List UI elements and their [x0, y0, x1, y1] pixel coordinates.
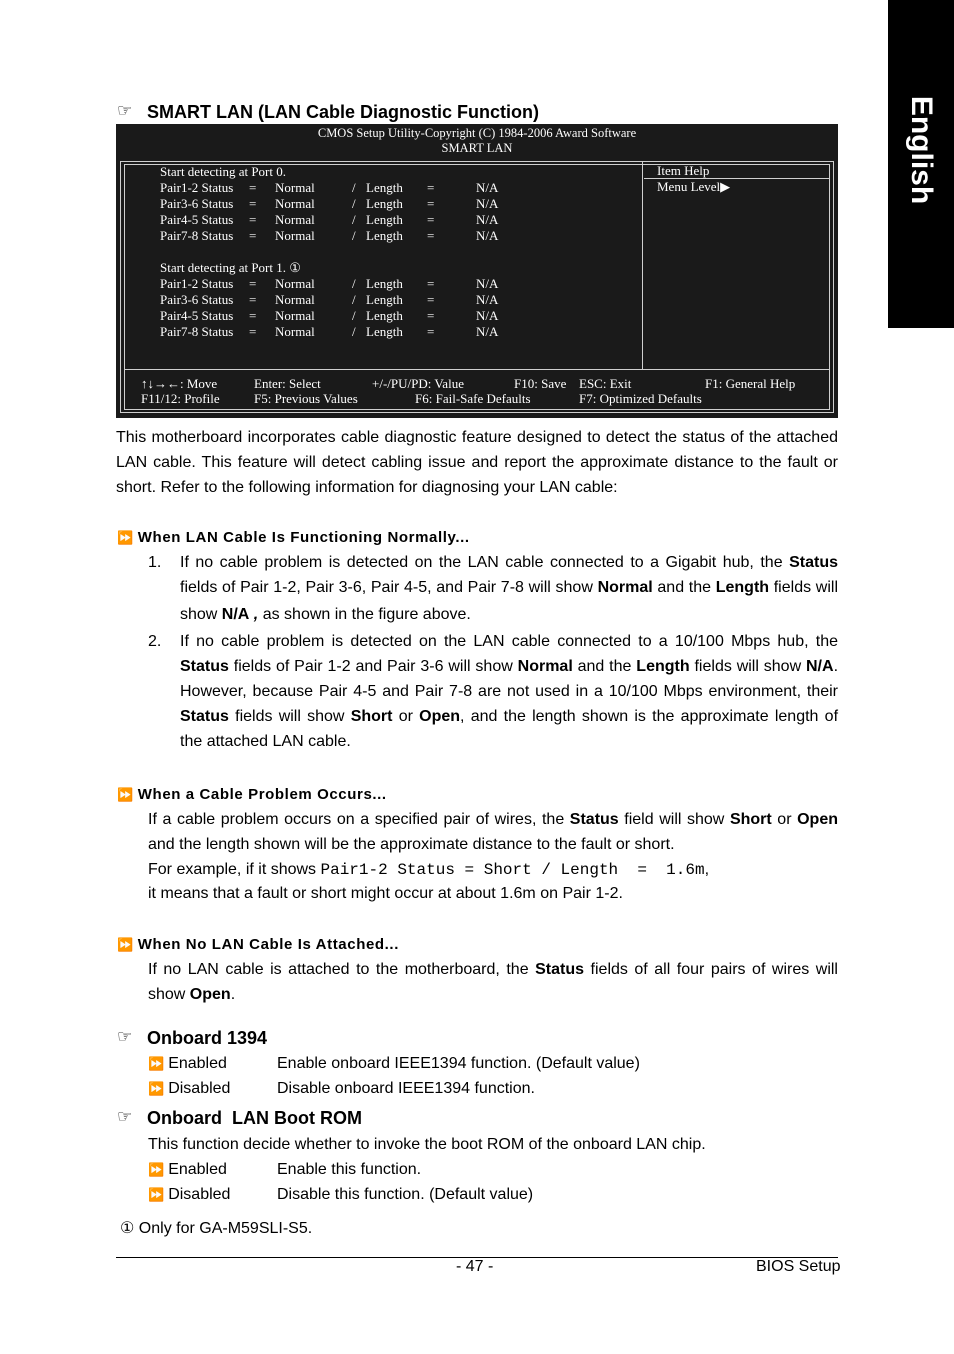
- example-code: Pair1-2 Status = Short / Length = 1.6m: [320, 861, 705, 879]
- bios-length-value: N/A: [476, 212, 499, 227]
- section-title-lan-boot-rom: Onboard LAN Boot ROM: [147, 1108, 362, 1128]
- bios-slash: /: [352, 228, 356, 243]
- bios-copyright: CMOS Setup Utility-Copyright (C) 1984-2006 Award Software: [317, 126, 637, 140]
- bios-pair-name: Pair1-2 Status: [160, 180, 234, 195]
- bios-key-f11: F11/12: Profile: [141, 391, 220, 406]
- bios-key-f10: F10: Save: [514, 376, 567, 391]
- page-number: - 47 -: [456, 1258, 494, 1275]
- option-1394-enabled-desc: Enable onboard IEEE1394 function. (Default value): [277, 1055, 640, 1072]
- bios-pair-name: Pair7-8 Status: [160, 324, 234, 339]
- double-arrow-icon: ⏩: [148, 1057, 165, 1072]
- bios-key-enter: Enter: Select: [254, 376, 321, 391]
- double-arrow-icon: ⏩: [148, 1082, 165, 1097]
- nocable-paragraph: If no LAN cable is attached to the motherboard, the Status fields of all four pairs of wires will show Open.: [148, 961, 838, 1003]
- heading-functioning-normally: [117, 529, 470, 546]
- language-tab-label: English: [905, 95, 938, 205]
- bios-pair-name: Pair4-5 Status: [160, 308, 234, 323]
- option-lanboot-disabled-desc: Disable this function. (Default value): [277, 1186, 534, 1203]
- footer-section-name: BIOS Setup: [756, 1258, 841, 1275]
- bios-port1-label: Start detecting at Port 1. ①: [160, 260, 301, 275]
- bios-length-value: N/A: [476, 276, 499, 291]
- bios-length-value: N/A: [476, 308, 499, 323]
- option-name: Enabled: [168, 1161, 227, 1178]
- bios-key-f7: F7: Optimized Defaults: [579, 391, 702, 406]
- bios-length-value: N/A: [476, 324, 499, 339]
- bios-equals: =: [427, 292, 435, 307]
- bios-pair-status: Normal: [275, 292, 315, 307]
- bios-length-value: N/A: [476, 196, 499, 211]
- bios-slash: /: [352, 324, 356, 339]
- bios-equals: =: [427, 196, 435, 211]
- bios-pair-status: Normal: [275, 276, 315, 291]
- bios-pair-name: Pair3-6 Status: [160, 292, 234, 307]
- heading-cable-problem: [117, 786, 387, 803]
- footnote: ① Only for GA-M59SLI-S5.: [120, 1220, 313, 1237]
- bios-key-esc: ESC: Exit: [579, 376, 632, 391]
- bios-equals: =: [249, 212, 257, 227]
- bios-equals: =: [249, 292, 257, 307]
- option-lanboot-enabled-desc: Enable this function.: [277, 1161, 422, 1178]
- bios-pair-status: Normal: [275, 228, 315, 243]
- bios-equals: =: [249, 180, 257, 195]
- bios-equals: =: [427, 180, 435, 195]
- bios-length-value: N/A: [476, 180, 499, 195]
- pointing-hand-icon: ☞: [117, 101, 133, 121]
- bios-pair-name: Pair4-5 Status: [160, 212, 234, 227]
- double-arrow-icon: ⏩: [117, 938, 134, 953]
- option-1394-disabled: [148, 1081, 230, 1097]
- bios-screen: [116, 124, 838, 418]
- bios-length-label: Length: [366, 276, 403, 291]
- heading-text: When a Cable Problem Occurs...: [137, 786, 387, 803]
- bios-slash: /: [352, 212, 356, 227]
- option-name: Enabled: [168, 1055, 227, 1072]
- option-lanboot-enabled: [148, 1162, 227, 1178]
- section-title-smart-lan: SMART LAN (LAN Cable Diagnostic Function): [147, 102, 539, 122]
- language-tab: [888, 0, 954, 328]
- bios-page-title: SMART LAN: [441, 141, 513, 155]
- bios-equals: =: [427, 324, 435, 339]
- option-name: Disabled: [168, 1080, 231, 1097]
- option-lanboot-disabled: [148, 1187, 230, 1203]
- bios-key-f6: F6: Fail-Safe Defaults: [415, 391, 531, 406]
- bios-equals: =: [427, 212, 435, 227]
- bios-equals: =: [249, 324, 257, 339]
- bios-length-label: Length: [366, 228, 403, 243]
- bios-length-label: Length: [366, 196, 403, 211]
- double-arrow-icon: ⏩: [148, 1188, 165, 1203]
- bios-pair-name: Pair1-2 Status: [160, 276, 234, 291]
- bios-slash: /: [352, 276, 356, 291]
- bios-slash: /: [352, 292, 356, 307]
- bios-equals: =: [427, 308, 435, 323]
- bios-equals: =: [427, 228, 435, 243]
- heading-text: When No LAN Cable Is Attached...: [137, 936, 399, 953]
- double-arrow-icon: ⏩: [117, 788, 134, 803]
- bios-length-label: Length: [366, 324, 403, 339]
- pointing-hand-icon: ☞: [117, 1027, 133, 1047]
- bios-equals: =: [249, 228, 257, 243]
- lanboot-description: This function decide whether to invoke the boot ROM of the onboard LAN chip.: [148, 1136, 706, 1153]
- heading-text: When LAN Cable Is Functioning Normally...: [137, 529, 470, 546]
- bios-equals: =: [249, 196, 257, 211]
- bios-port0-label: Start detecting at Port 0.: [160, 164, 287, 179]
- bios-pair-name: Pair7-8 Status: [160, 228, 234, 243]
- bios-length-label: Length: [366, 180, 403, 195]
- problem-example-line2: it means that a fault or short might occur at about 1.6m on Pair 1-2.: [148, 885, 623, 902]
- bios-slash: /: [352, 308, 356, 323]
- bios-equals: =: [427, 276, 435, 291]
- bios-pair-status: Normal: [275, 212, 315, 227]
- list-number: 1.: [148, 554, 162, 571]
- example-prefix: For example, if it shows: [148, 861, 321, 878]
- example-suffix: ,: [704, 861, 710, 878]
- intro-paragraph: This motherboard incorporates cable diagnostic feature designed to detect the status of the attached LAN cable. This feature will detect cabling issue and report the approximate distance to the fault or short. Refer to the following information for diagnosing your LAN cable:: [116, 429, 838, 496]
- bios-length-label: Length: [366, 308, 403, 323]
- option-1394-disabled-desc: Disable onboard IEEE1394 function.: [277, 1080, 535, 1097]
- pointing-hand-icon: ☞: [117, 1107, 133, 1127]
- section-title-onboard-1394: Onboard 1394: [147, 1028, 268, 1048]
- bios-key-f5: F5: Previous Values: [254, 391, 358, 406]
- bios-pair-name: Pair3-6 Status: [160, 196, 234, 211]
- option-name: Disabled: [168, 1186, 231, 1203]
- bios-length-value: N/A: [476, 292, 499, 307]
- normal-item-1: If no cable problem is detected on the LAN cable connected to a Gigabit hub, the Status fields of Pair 1-2, Pair 3-6, Pair 4-5, and Pair 7-8 will show Normal and the Length fields will show N/A , as shown in the figure above.: [180, 554, 838, 623]
- bios-length-label: Length: [366, 292, 403, 307]
- normal-item-2: If no cable problem is detected on the LAN cable connected to a 10/100 Mbps hub, the Status fields of Pair 1-2 and Pair 3-6 will show Normal and the Length fields will show N/A. However, because Pair 4-5 and Pair 7-8 are not used in a 10/100 Mbps environment, their Status fields will show Short or Open, and the length shown is the approximate length of the attached LAN cable.: [180, 633, 839, 750]
- bios-length-value: N/A: [476, 228, 499, 243]
- problem-example: [148, 862, 709, 878]
- list-number: 2.: [148, 633, 162, 650]
- bios-key-f1: F1: General Help: [705, 376, 796, 391]
- bios-pair-status: Normal: [275, 324, 315, 339]
- bios-equals: =: [249, 308, 257, 323]
- bios-length-label: Length: [366, 212, 403, 227]
- double-arrow-icon: ⏩: [148, 1163, 165, 1178]
- heading-no-cable: [117, 936, 399, 953]
- option-1394-enabled: [148, 1056, 227, 1072]
- bios-footer-divider: [124, 369, 830, 370]
- bios-menu-level: Menu Level▶: [657, 179, 731, 194]
- bios-equals: =: [249, 276, 257, 291]
- bios-pair-status: Normal: [275, 196, 315, 211]
- bios-slash: /: [352, 196, 356, 211]
- bios-key-move: ↑↓→←: Move: [141, 376, 218, 391]
- bios-slash: /: [352, 180, 356, 195]
- problem-paragraph: If a cable problem occurs on a specified pair of wires, the Status field will show Short or Open and the length shown will be the approximate distance to the fault or short.: [148, 811, 838, 853]
- bios-pair-status: Normal: [275, 180, 315, 195]
- double-arrow-icon: ⏩: [117, 531, 134, 546]
- bios-item-help: Item Help: [657, 163, 710, 178]
- bios-key-value: +/-/PU/PD: Value: [372, 376, 464, 391]
- bios-pair-status: Normal: [275, 308, 315, 323]
